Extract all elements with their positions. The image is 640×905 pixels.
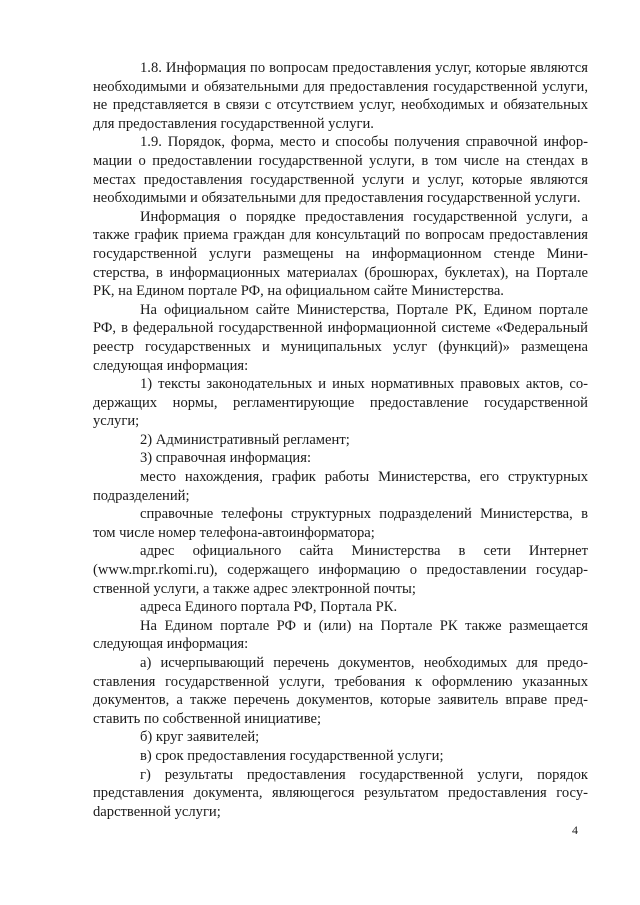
paragraph-1-9: 1.9. Порядок, форма, место и способы получения справочной информации о предоставлении государственной услуги, в том числе на стендах в местах предоставления государственной услуги и услуг, которые являются необходимыми и обязательными для предоставления государственной услуги. <box>93 134 588 207</box>
page-number: 4 <box>572 823 578 837</box>
list-item-2: 2) Административный регламент; <box>140 431 350 448</box>
list-item-a: а) исчерпывающий перечень документов, необходимых для предоставления государственной услуги, требования к оформлению указанных документов, а также перечень документов, которые заявитель вправе представить по собственной инициативе; <box>93 655 588 727</box>
list-item-v: в) срок предоставления государственной услуги; <box>140 747 444 764</box>
info-portal-addresses: адреса Единого портала РФ, Портала РК. <box>140 599 398 616</box>
info-website: адрес официального сайта Министерства в сети Интернет (www.mpr.rkomi.ru), содержащего информацию о предоставлении государственной услуги, а также адрес электронной почты; <box>93 543 588 597</box>
info-location: место нахождения, график работы Министерства, его структурных подразделений; <box>93 469 588 504</box>
list-item-1: 1) тексты законодательных и иных нормативных правовых актов, содержащих нормы, регламентирующие предоставление государственной услуги; <box>93 376 588 430</box>
info-phones: справочные телефоны структурных подразделений Министерства, в том числе номер телефона-автоинформатора; <box>93 506 588 541</box>
document-body <box>93 59 588 821</box>
list-item-g: г) результаты предоставления государственной услуги, порядок представления документа, являющегося результатом предоставления госуdарственной услуги; <box>93 766 588 820</box>
paragraph-info-order: Информация о порядке предоставления государственной услуги, а также график приема граждан для консультаций по вопросам предоставления государственной услуги размещены на информационном стенде Министерства, в информационных материалах (брошюрах, буклетах), на Портале РК, на Едином портале РФ, на официальном сайте Министерства. <box>93 208 588 300</box>
list-item-b: б) круг заявителей; <box>140 729 260 746</box>
paragraph-1-8: 1.8. Информация по вопросам предоставления услуг, которые являются необходимыми и обязательными для предоставления государственной услуги, не представляется в связи с отсутствием услуг, необходимых и обязательных для предоставления государственной услуги. <box>93 60 588 132</box>
paragraph-portal-info: На Едином портале РФ и (или) на Портале РК также размещается следующая информация: <box>93 617 588 653</box>
list-item-3: 3) справочная информация: <box>140 450 312 467</box>
paragraph-official-site: На официальном сайте Министерства, Портале РК, Едином портале РФ, в федеральной государственной информационной системе «Федеральный реестр государственных и муниципальных услуг (функций)» размещена следующая информация: <box>93 301 588 374</box>
